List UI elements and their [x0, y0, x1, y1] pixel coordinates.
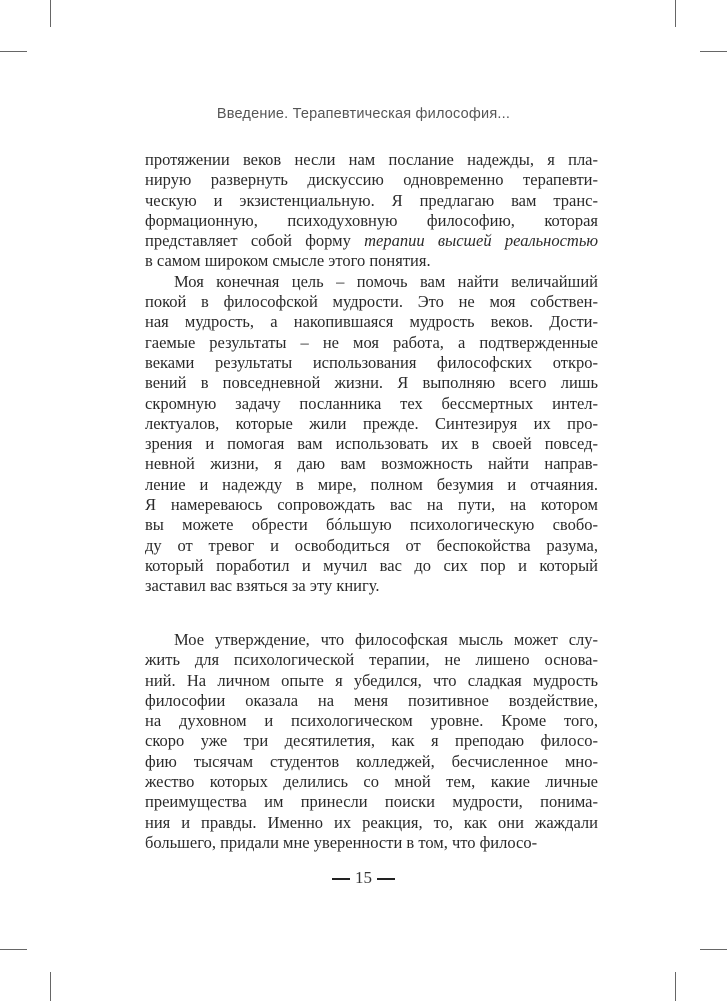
text-line: философии оказала на меня позитивное воздействие,: [145, 690, 598, 710]
text-line: в самом широком смысле этого понятия.: [145, 251, 431, 271]
text-line: формационную, психодуховную философию, которая: [145, 210, 598, 230]
text-line: Моя конечная цель – помочь вам найти величайший: [174, 271, 598, 291]
paragraph-continued: [145, 150, 598, 597]
text-line: невной жизни, я даю вам возможность найти направ-: [145, 454, 598, 474]
crop-mark-bottom-right-v: [675, 972, 676, 1001]
crop-mark-bottom-left-h: [0, 949, 27, 950]
text-line: заставил вас взяться за эту книгу.: [145, 576, 380, 596]
text-line: гаемые результаты – не моя работа, а подтвержденные: [145, 332, 598, 352]
text-line: ная мудрость, а накопившаяся мудрость веков. Дости-: [145, 312, 598, 332]
text-line: покой в философской мудрости. Это не моя собствен-: [145, 292, 598, 312]
text-line: ний. На личном опыте я убедился, что сладкая мудрость: [145, 670, 598, 690]
folio-dash: [377, 878, 395, 880]
text-line: жество которых делились со мной тем, какие личные: [145, 772, 598, 792]
text-line: вений в повседневной жизни. Я выполняю всего лишь: [145, 373, 598, 393]
text-line: протяжении веков несли нам послание надежды, я пла-: [145, 150, 598, 169]
text-line: вы можете обрести бóльшую психологическую свобо-: [145, 515, 598, 535]
text-line: ду от тревог и освободиться от беспокойства разума,: [145, 535, 598, 555]
crop-mark-top-right-h: [700, 51, 727, 52]
crop-mark-bottom-right-h: [700, 949, 727, 950]
text-line: преимущества им принесли поиски мудрости, понима-: [145, 792, 598, 812]
page-number: [0, 868, 727, 888]
folio-dash: [332, 878, 350, 880]
italic-emphasis: терапии высшей реальностью: [364, 231, 598, 251]
text-line: веками результаты использования философских откро-: [145, 352, 598, 372]
text-line: скромную задачу посланника тех бессмертных интел-: [145, 393, 598, 413]
paragraph-assertion: [145, 630, 598, 853]
text-line: ческую и экзистенциальную. Я предлагаю вам транс-: [145, 190, 598, 210]
text-line: ния и правды. Именно их реакция, то, как они жаждали: [145, 812, 598, 832]
crop-mark-top-left-h: [0, 51, 27, 52]
text-line: большего, придали мне уверенности в том, что филосо-: [145, 832, 538, 852]
text-line: скоро уже три десятилетия, как я преподаю филосо-: [145, 731, 598, 751]
text-line: [145, 231, 598, 251]
page-number-text: 15: [355, 868, 372, 887]
text-line: зрения и помогая вам использовать их в своей повсед-: [145, 434, 598, 454]
crop-mark-top-left-v: [50, 0, 51, 27]
text-line: Я намереваюсь сопровождать вас на пути, на котором: [145, 495, 598, 515]
text-line: жить для психологической терапии, не лишено основа-: [145, 650, 598, 670]
text-span: представляет собой форму: [145, 231, 365, 251]
text-line: на духовном и психологическом уровне. Кроме того,: [145, 711, 598, 731]
text-line: лектуалов, которые жили прежде. Синтезируя их про-: [145, 413, 598, 433]
crop-mark-top-right-v: [675, 0, 676, 27]
text-line: который поработил и мучил вас до сих пор и который: [145, 555, 598, 575]
text-line: нирую развернуть дискуссию одновременно терапевти-: [145, 170, 598, 190]
text-line: ление и надежду в мире, полном безумия и отчаяния.: [145, 474, 598, 494]
crop-mark-bottom-left-v: [50, 972, 51, 1001]
running-head: Введение. Терапевтическая философия...: [216, 106, 511, 122]
paragraph-goal: [145, 272, 598, 597]
text-line: фию тысячам студентов колледжей, бесчисленное мно-: [145, 751, 598, 771]
text-line: Мое утверждение, что философская мысль может слу-: [174, 630, 598, 649]
